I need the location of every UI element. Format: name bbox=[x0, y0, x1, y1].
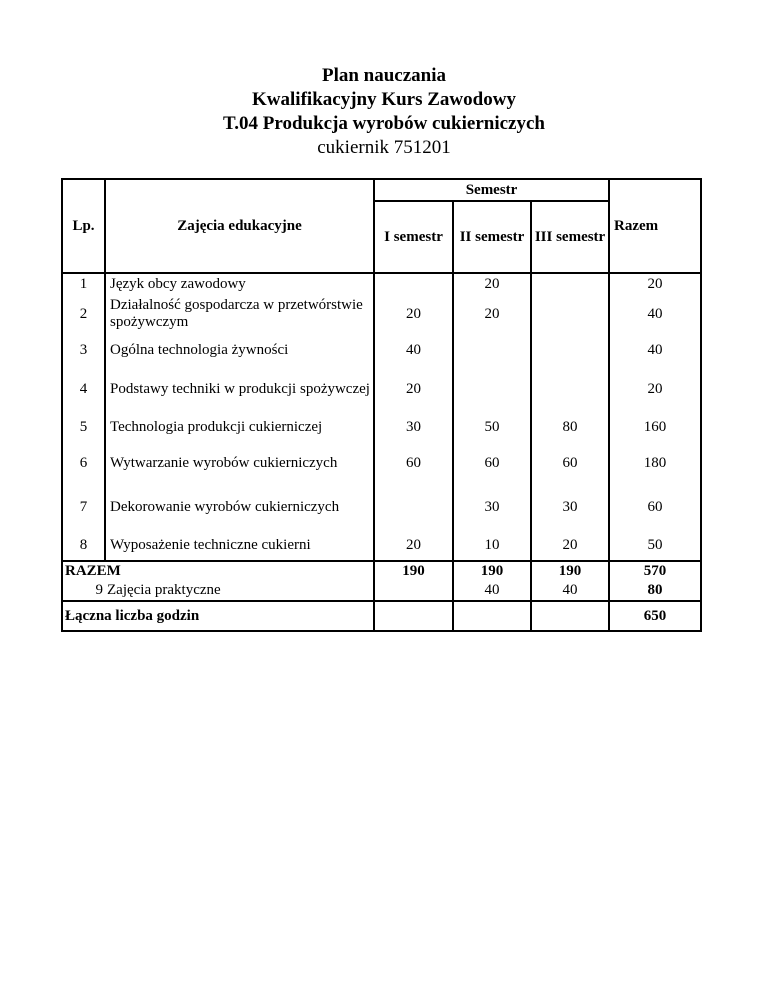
title-qualification: T.04 Produkcja wyrobów cukierniczych bbox=[223, 113, 545, 134]
row-s3: 80 bbox=[531, 411, 609, 443]
practical-s1 bbox=[374, 581, 453, 601]
practical-row bbox=[62, 581, 701, 601]
row-s3: 60 bbox=[531, 443, 609, 483]
row-s3: 30 bbox=[531, 483, 609, 531]
row-s3 bbox=[531, 295, 609, 333]
practical-subject: Zajęcia praktyczne bbox=[107, 582, 221, 598]
practical-total: 80 bbox=[609, 581, 701, 601]
table-row bbox=[62, 411, 701, 443]
row-lp: 8 bbox=[62, 531, 105, 561]
table-row bbox=[62, 273, 701, 295]
row-subject: Ogólna technologia żywności bbox=[105, 333, 374, 367]
row-lp: 5 bbox=[62, 411, 105, 443]
row-lp: 1 bbox=[62, 273, 105, 295]
curriculum-table bbox=[61, 178, 702, 632]
header-sem2: II semestr bbox=[453, 201, 531, 273]
header-subject: Zajęcia edukacyjne bbox=[105, 179, 374, 273]
row-s1: 40 bbox=[374, 333, 453, 367]
title-plan: Plan nauczania bbox=[321, 65, 447, 86]
row-s2 bbox=[453, 367, 531, 411]
practical-s3: 40 bbox=[531, 581, 609, 601]
header-razem: Razem bbox=[609, 179, 701, 273]
grand-total-s2 bbox=[453, 601, 531, 631]
document-title bbox=[0, 64, 768, 160]
row-total: 40 bbox=[609, 333, 701, 367]
razem-row bbox=[62, 561, 701, 581]
header-semestr: Semestr bbox=[374, 179, 609, 201]
row-s2: 30 bbox=[453, 483, 531, 531]
row-lp: 6 bbox=[62, 443, 105, 483]
row-s1: 60 bbox=[374, 443, 453, 483]
practical-lp: 9 bbox=[62, 581, 105, 601]
razem-s2: 190 bbox=[453, 561, 531, 581]
razem-label: RAZEM bbox=[62, 561, 374, 581]
row-total: 60 bbox=[609, 483, 701, 531]
row-s1 bbox=[374, 483, 453, 531]
grand-total-row bbox=[62, 601, 701, 631]
table-row bbox=[62, 443, 701, 483]
row-s2: 10 bbox=[453, 531, 531, 561]
row-lp: 4 bbox=[62, 367, 105, 411]
row-s2: 20 bbox=[453, 273, 531, 295]
grand-total-s1 bbox=[374, 601, 453, 631]
row-subject: Technologia produkcji cukierniczej bbox=[105, 411, 374, 443]
header-sem3: III semestr bbox=[531, 201, 609, 273]
table-row bbox=[62, 333, 701, 367]
table-row bbox=[62, 483, 701, 531]
row-subject: Język obcy zawodowy bbox=[105, 273, 374, 295]
table-row bbox=[62, 367, 701, 411]
row-s3 bbox=[531, 273, 609, 295]
grand-total-value: 650 bbox=[609, 601, 701, 631]
grand-total-s3 bbox=[531, 601, 609, 631]
row-total: 20 bbox=[609, 273, 701, 295]
row-total: 180 bbox=[609, 443, 701, 483]
row-lp: 7 bbox=[62, 483, 105, 531]
row-s1: 20 bbox=[374, 531, 453, 561]
row-subject: Działalność gospodarcza w przetwórstwie spożywczym bbox=[105, 295, 374, 333]
header-lp: Lp. bbox=[62, 179, 105, 273]
row-s2: 60 bbox=[453, 443, 531, 483]
row-total: 50 bbox=[609, 531, 701, 561]
row-total: 40 bbox=[609, 295, 701, 333]
row-s2: 50 bbox=[453, 411, 531, 443]
row-total: 160 bbox=[609, 411, 701, 443]
row-s1: 30 bbox=[374, 411, 453, 443]
table-row bbox=[62, 295, 701, 333]
row-lp: 2 bbox=[62, 295, 105, 333]
row-s1: 20 bbox=[374, 295, 453, 333]
row-total: 20 bbox=[609, 367, 701, 411]
razem-s1: 190 bbox=[374, 561, 453, 581]
razem-s3: 190 bbox=[531, 561, 609, 581]
grand-total-label: Łączna liczba godzin bbox=[62, 601, 374, 631]
row-s3 bbox=[531, 333, 609, 367]
row-lp: 3 bbox=[62, 333, 105, 367]
title-profession: cukiernik 751201 bbox=[317, 137, 451, 158]
row-s1: 20 bbox=[374, 367, 453, 411]
row-s2 bbox=[453, 333, 531, 367]
row-subject: Podstawy techniki w produkcji spożywczej bbox=[105, 367, 374, 411]
row-s1 bbox=[374, 273, 453, 295]
practical-s2: 40 bbox=[453, 581, 531, 601]
row-subject: Wytwarzanie wyrobów cukierniczych bbox=[105, 443, 374, 483]
razem-total: 570 bbox=[609, 561, 701, 581]
row-s2: 20 bbox=[453, 295, 531, 333]
row-s3: 20 bbox=[531, 531, 609, 561]
row-subject: Dekorowanie wyrobów cukierniczych bbox=[105, 483, 374, 531]
row-subject: Wyposażenie techniczne cukierni bbox=[105, 531, 374, 561]
table-row bbox=[62, 531, 701, 561]
row-s3 bbox=[531, 367, 609, 411]
header-sem1: I semestr bbox=[374, 201, 453, 273]
title-course: Kwalifikacyjny Kurs Zawodowy bbox=[252, 89, 516, 110]
